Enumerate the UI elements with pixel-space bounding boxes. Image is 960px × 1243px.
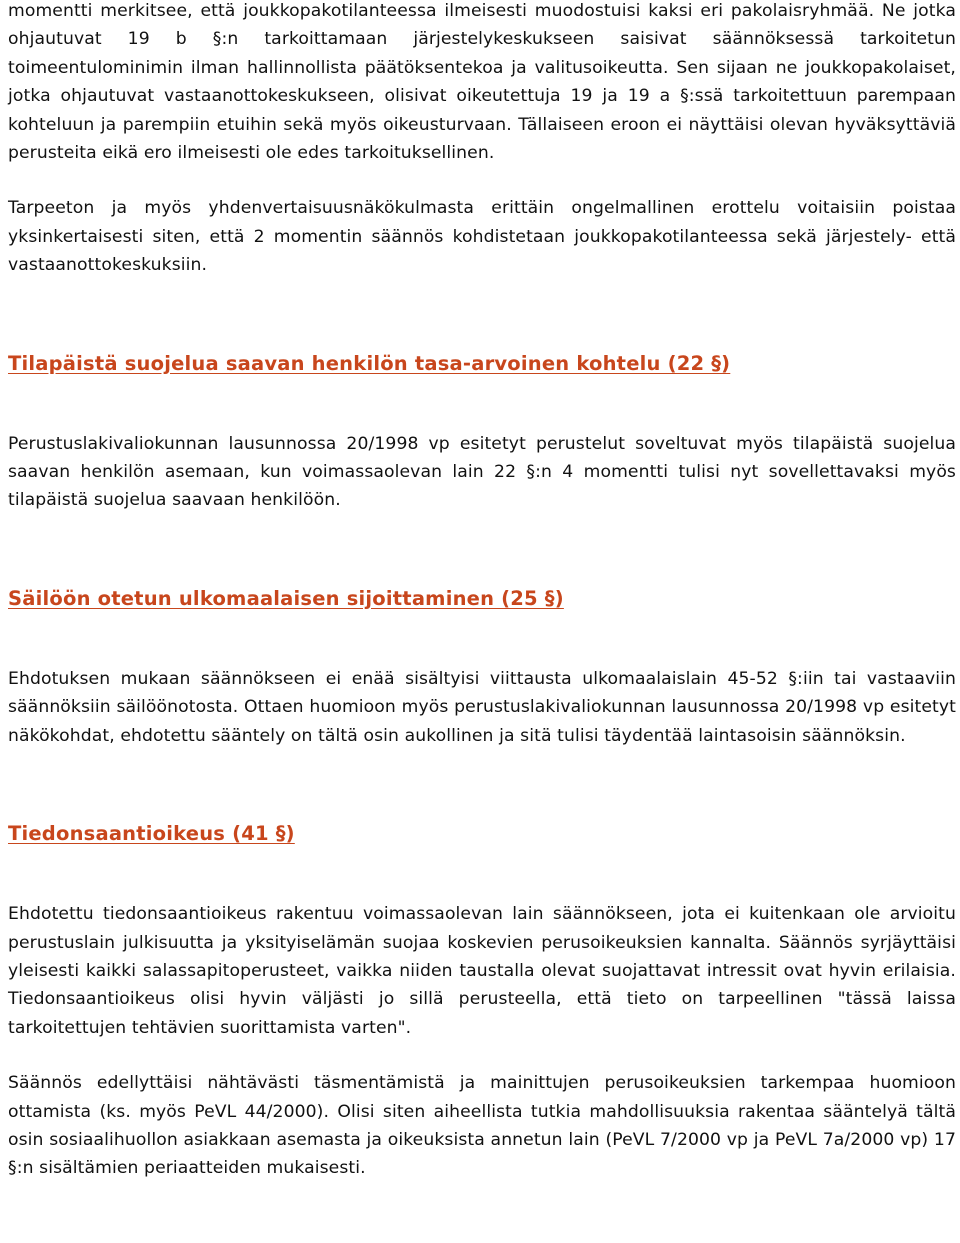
paragraph: Perustuslakivaliokunnan lausunnossa 20/1998 vp esitetyt perustelut soveltuvat myös tilapäistä suojelua saavan henkilön asemaan, kun voimassaolevan lain 22 §:n 4 momentti tulisi nyt sovellettavaksi myös tilapäistä suojelua saavaan henkilöön. — [8, 433, 956, 511]
document-page — [8, 0, 956, 1183]
paragraph: Ehdotettu tiedonsaantioikeus rakentuu voimassaolevan lain säännökseen, jota ei kuitenkaan ole arvioitu perustuslain julkisuutta ja yksityiselämän suojaa koskevien perusoikeuksien kannalta. Säännös syrjäyttäisi yleisesti kaikki salassapitoperusteet, vaikka niiden taustalla olevat suojattavat intressit ovat hyvin erilaisia. Tiedonsaantioikeus olisi hyvin väljästi jo sillä perusteella, että tieto on tarpeellinen "tässä laissa tarkoitettujen tehtävien suorittamista varten". — [8, 904, 956, 1038]
paragraph: Säännös edellyttäisi nähtävästi täsmentämistä ja mainittujen perusoikeuksien tarkempaa huomioon ottamista (ks. myös PeVL 44/2000). Olisi siten aiheellista tutkia mahdollisuuksia rakentaa sääntelyä tältä osin sosiaalihuollon asiakkaan asemasta ja oikeuksista annetun lain (PeVL 7/2000 vp ja PeVL 7a/2000 vp) 17 §:n sisältämien periaatteiden mukaisesti. — [8, 1073, 956, 1179]
paragraph: momentti merkitsee, että joukkopakotilanteessa ilmeisesti muodostuisi kaksi eri pakolaisryhmää. Ne jotka ohjautuvat 19 b §:n tarkoittamaan järjestelykeskukseen saisivat säännöksessä tarkoitetun toimeentulominimin ilman hallinnollista päätöksentekoa ja valitusoikeutta. Sen sijaan ne joukkopakolaiset, jotka ohjautuvat vastaanottokeskukseen, olisivat oikeutettuja 19 ja 19 a §:ssä tarkoitettuun parempaan kohteluun ja parempiin etuihin sekä myös oikeusturvaan. Tällaiseen eroon ei näyttäisi olevan hyväksyttäviä perusteita eikä ero ilmeisesti ole edes tarkoituksellinen. — [8, 1, 956, 164]
section-heading: Säilöön otetun ulkomaalaisen sijoittaminen (25 §) — [8, 586, 564, 610]
section-heading: Tiedonsaantioikeus (41 §) — [8, 822, 295, 846]
paragraph: Tarpeeton ja myös yhdenvertaisuusnäkökulmasta erittäin ongelmallinen erottelu voitaisiin poistaa yksinkertaisesti siten, että 2 momentin säännös kohdistetaan joukkopakotilanteessa sekä järjestely- että vastaanottokeskuksiin. — [8, 198, 956, 276]
section-heading: Tilapäistä suojelua saavan henkilön tasa-arvoinen kohtelu (22 §) — [8, 351, 731, 375]
paragraph: Ehdotuksen mukaan säännökseen ei enää sisältyisi viittausta ulkomaalaislain 45-52 §:iin tai vastaaviin säännöksiin säilöönotosta. Ottaen huomioon myös perustuslakivaliokunnan lausunnossa 20/1998 vp esitetyt näkökohdat, ehdotettu sääntely on tältä osin aukollinen ja sitä tulisi täydentää laintasoisin säännöksin. — [8, 668, 956, 746]
